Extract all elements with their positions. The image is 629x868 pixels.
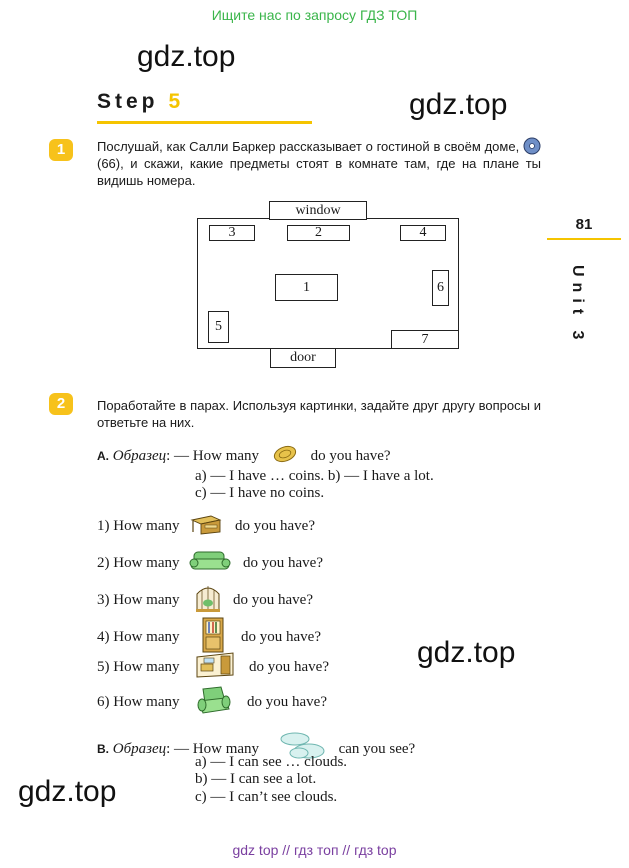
sofa-icon	[189, 548, 231, 574]
plan-item-3: 3	[209, 225, 255, 241]
unit-label: Unit 3	[569, 265, 586, 346]
cd-audio-icon[interactable]	[523, 137, 541, 155]
task-1-badge: 1	[49, 139, 73, 161]
page-number-rule	[547, 238, 621, 240]
plan-window: window	[269, 201, 367, 220]
desk-icon	[189, 513, 223, 535]
question-item-label: 3) How many	[97, 592, 180, 608]
question-item-end: do you have?	[243, 555, 323, 571]
birdcage-icon	[193, 582, 223, 614]
question-item-2	[97, 548, 323, 574]
task-1-instruction	[97, 137, 541, 189]
question-item-5	[97, 651, 329, 679]
watermark: gdz.top	[137, 40, 236, 73]
watermark: gdz.top	[18, 775, 117, 808]
question-item-label: 5) How many	[97, 659, 180, 675]
question-item-1	[97, 513, 315, 535]
question-item-4	[97, 617, 321, 653]
room-icon	[195, 651, 235, 679]
plan-item-4: 4	[400, 225, 446, 241]
question-item-end: do you have?	[241, 629, 321, 645]
watermark: gdz.top	[409, 88, 508, 121]
example-a-label: A.	[97, 449, 109, 463]
question-item-label: 2) How many	[97, 555, 180, 571]
plan-item-1: 1	[275, 274, 338, 301]
page-number: 81	[575, 216, 593, 233]
question-item-end: do you have?	[249, 659, 329, 675]
armchair-icon	[195, 685, 233, 715]
bookcase-icon	[201, 617, 225, 653]
step-label: Step	[97, 90, 159, 113]
example-b-label: B.	[97, 742, 109, 756]
question-item-end: do you have?	[233, 592, 313, 608]
example-b-answer-a: a) — I can see … clouds.	[195, 754, 348, 770]
question-item-3	[97, 582, 313, 614]
example-b-answer-b: b) — I can see a lot.	[195, 771, 317, 787]
plan-door: door	[270, 348, 336, 368]
step-underline	[97, 121, 312, 124]
task-2-badge: 2	[49, 393, 73, 415]
example-b-question-end: can you see?	[338, 741, 416, 757]
step-heading	[97, 90, 184, 114]
example-a-answer-ab	[195, 468, 434, 485]
task-2-instruction: Поработайте в парах. Используя картинки, задайте друг другу вопросы и ответьте на них.	[97, 398, 541, 430]
question-item-label: 1) How many	[97, 518, 180, 534]
footer-links[interactable]: gdz top // гдз топ // гдз top	[232, 842, 397, 858]
example-a-question-end: do you have?	[310, 448, 391, 464]
plan-item-6: 6	[432, 270, 449, 306]
watermark: gdz.top	[417, 636, 516, 669]
plan-item-2: 2	[287, 225, 350, 241]
example-a-answer-c: c) — I have no coins.	[195, 485, 325, 501]
question-item-label: 4) How many	[97, 629, 180, 645]
question-item-label: 6) How many	[97, 694, 180, 710]
coin-icon	[271, 445, 299, 463]
question-item-6	[97, 685, 327, 715]
top-banner[interactable]: Ищите нас по запросу ГДЗ ТОП	[211, 7, 418, 23]
example-a-question	[97, 445, 391, 465]
task-1-text-a: Послушай, как Салли Баркер рассказывает о гостиной в своём доме,	[97, 139, 520, 154]
question-item-end: do you have?	[247, 694, 327, 710]
example-b-obrazets: Образец	[112, 741, 167, 757]
plan-item-5: 5	[208, 311, 229, 343]
task-1-text-b: (66), и скажи, какие предметы стоят в комнате там, где на плане ты видишь номера.	[97, 156, 541, 188]
example-a-obrazets: Образец	[112, 448, 167, 464]
step-number: 5	[168, 90, 185, 113]
example-b-question-start: : — How many	[166, 741, 260, 757]
example-b-answer-c: c) — I can’t see clouds.	[195, 789, 338, 805]
plan-item-7: 7	[391, 330, 459, 349]
example-a-question-start: : — How many	[166, 448, 260, 464]
example-a-answer-b: b) — I have a lot.	[327, 468, 434, 484]
question-item-end: do you have?	[235, 518, 315, 534]
example-a-answer-a: a) — I have … coins.	[195, 468, 325, 484]
